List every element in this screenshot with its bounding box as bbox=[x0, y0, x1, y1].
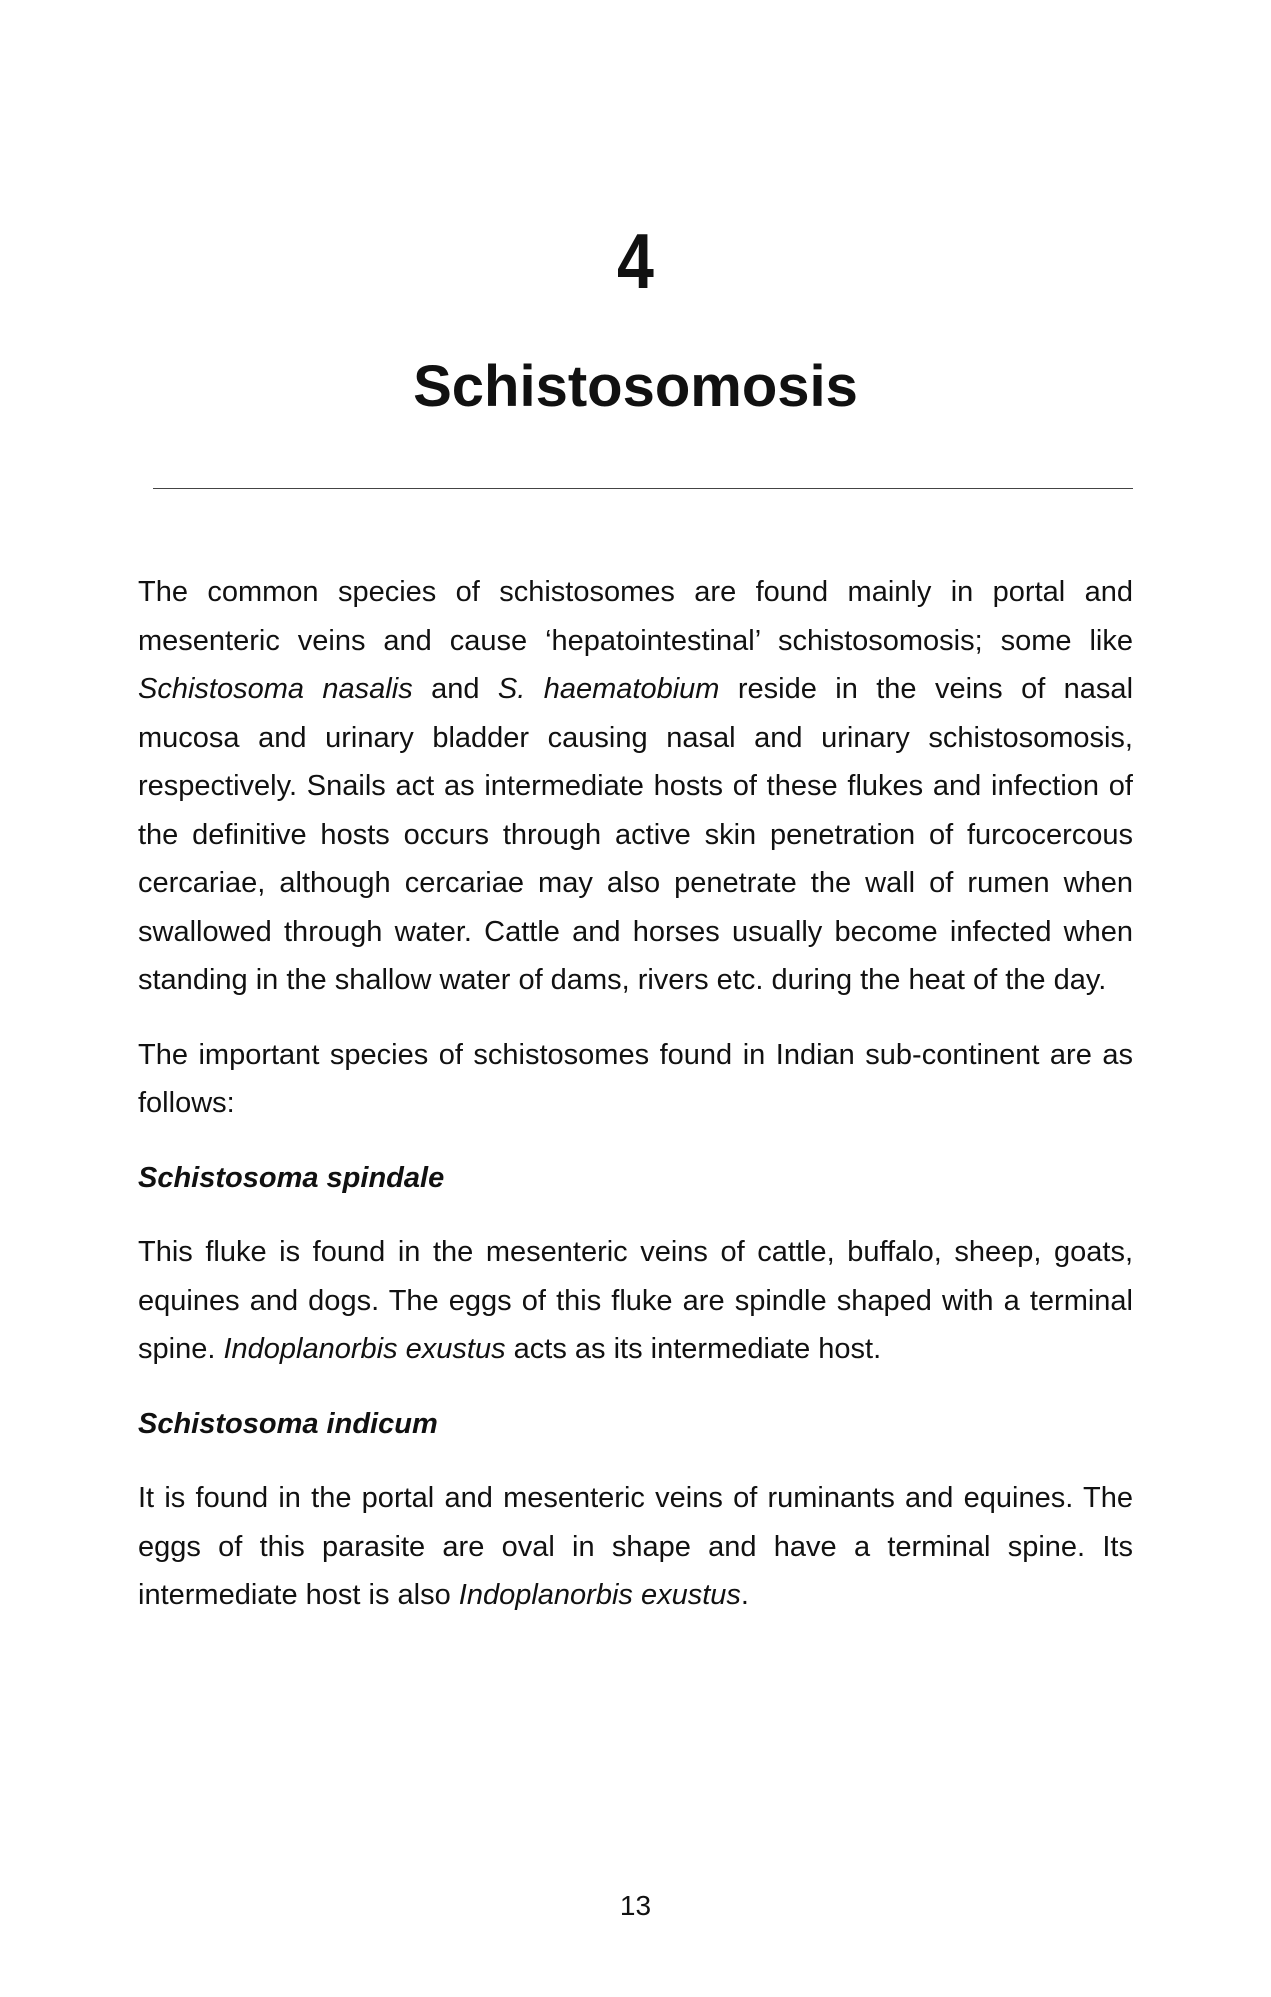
page-number: 13 bbox=[619, 1890, 652, 1921]
intro-species-1: Schistosoma nasalis bbox=[138, 673, 413, 705]
species-paragraph-spindale bbox=[138, 1228, 1133, 1374]
spindale-text-1: This fluke is found in the mesenteric veins of cattle, buffalo, sheep, goats, equines and dogs. The eggs of this fluke are spindle shaped with a terminal spine. bbox=[138, 1236, 1133, 1365]
indicum-host: Indoplanorbis exustus bbox=[458, 1579, 741, 1611]
title-divider bbox=[153, 488, 1133, 489]
chapter-title: Schistosomosis bbox=[413, 354, 858, 419]
indicum-text-1: It is found in the portal and mesenteric veins of ruminants and equines. The eggs of this parasite are oval in shape and have a terminal spine. Its intermediate host is also bbox=[138, 1482, 1133, 1611]
species-paragraph-indicum bbox=[138, 1474, 1133, 1620]
species-heading-spindale: Schistosoma spindale bbox=[138, 1161, 445, 1194]
intro-text-2: and bbox=[412, 673, 498, 705]
intro-paragraph bbox=[138, 568, 1133, 1005]
chapter-number: 4 bbox=[617, 217, 654, 305]
spindale-host: Indoplanorbis exustus bbox=[223, 1333, 506, 1365]
intro-text-1: The common species of schistosomes are found mainly in portal and mesenteric veins and cause ‘hepatointestinal’ schistosomosis; some like bbox=[138, 576, 1133, 657]
intro-species-2: S. haematobium bbox=[497, 673, 720, 705]
species-heading-indicum: Schistosoma indicum bbox=[138, 1407, 438, 1440]
list-intro-paragraph: The important species of schistosomes found in Indian sub-continent are as follows: bbox=[138, 1038, 1133, 1119]
indicum-text-2: . bbox=[740, 1579, 749, 1611]
intro-text-3: reside in the veins of nasal mucosa and urinary bladder causing nasal and urinary schistosomosis, respectively. Snails act as intermediate hosts of these flukes and infection of the definitive hosts occurs through active skin penetration of furcocercous cercariae, although cercariae may also penetrate the wall of rumen when swallowed through water. Cattle and horses usually become infected when standing in the shallow water of dams, rivers etc. during the heat of the day. bbox=[138, 673, 1134, 996]
body-text bbox=[138, 568, 1133, 1620]
spindale-text-2: acts as its intermediate host. bbox=[505, 1333, 882, 1365]
